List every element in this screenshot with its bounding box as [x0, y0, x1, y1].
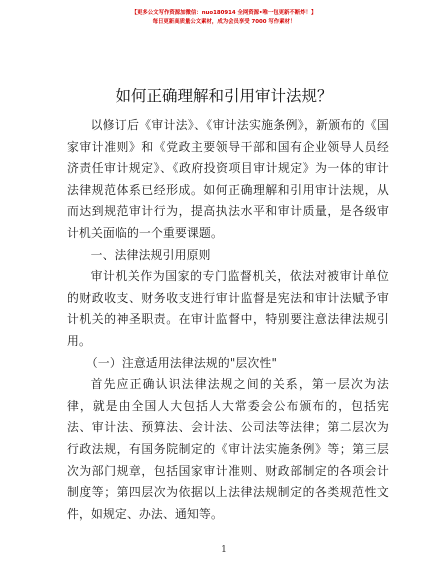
promo-banner [108, 9, 340, 27]
document-body [67, 115, 389, 525]
paragraph-intro: 以修订后《审计法》、《审计法实施条例》，新颁布的《国家审计准则》和《党政主要领导干部和国有企业领导人员经济责任审计规定》、《政府投资项目审计规定》为一体的审计法律规范体系已经形成。如何正确理解和引用审计法规，从而达到规范审计行为，提高执法水平和审计质量，是各级审计机关面临的一个重要课题。 [67, 118, 389, 240]
page-number: 1 [221, 545, 227, 555]
document-title: 如何正确理解和引用审计法规？ [115, 87, 333, 105]
paragraph-principle: 审计机关作为国家的专门监督机关，依法对被审计单位的财政收支、财务收支进行审计监督是宪法和审计法赋予审计机关的神圣职责。在审计监督中，特别要注意法律法规引用。 [67, 269, 389, 348]
section-heading-1: 一、法律法规引用原则 [90, 247, 211, 262]
paragraph-hierarchy: 首先应正确认识法律法规之间的关系，第一层次为法律，就是由全国人大包括人大常委会公布颁布的，包括宪法、审计法、预算法、会计法、公司法等法律；第二层次为行政法规，有国务院制定的《审计法实施条例》等；第三层次为部门规章，包括国家审计准则、财政部制定的各项会计制度等；第四层次为依据以上法律法规制定的各类规范性文件，如规定、办法、通知等。 [67, 377, 389, 521]
promo-banner-line-1: 【更多公文写作资源加微信：nuo180914 全网资源•唯一包更新不断炸！】 [131, 10, 317, 16]
promo-banner-line-2: 每日更新高质量公文素材，成为会员享受 7000 写作素材！ [152, 19, 296, 25]
subsection-heading-1: （一）注意适用法律法规的"层次性" [85, 355, 278, 370]
